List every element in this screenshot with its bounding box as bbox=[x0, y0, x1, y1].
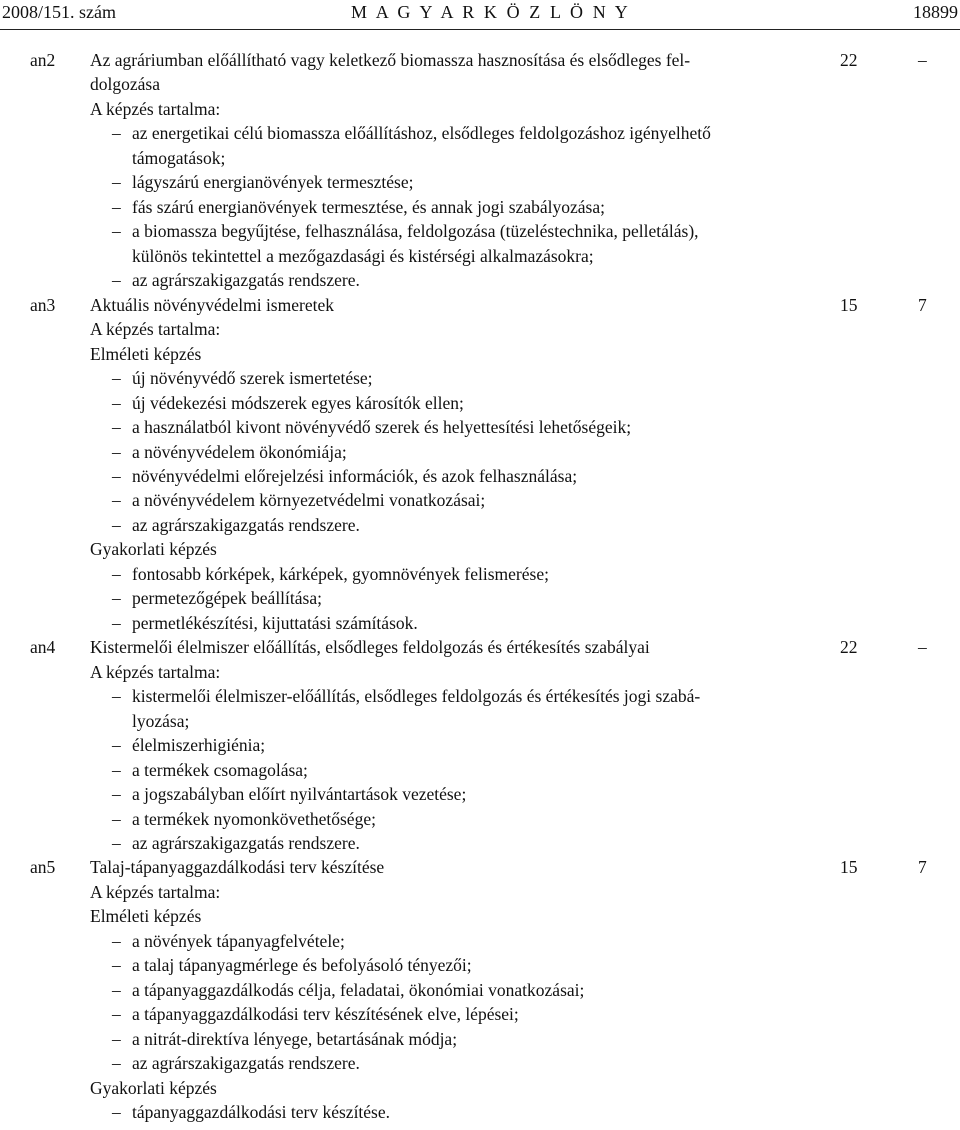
bullet-text: a növényvédelem környezetvédelmi vonatkozásai; bbox=[132, 490, 486, 511]
section-label: A képzés tartalma: bbox=[90, 319, 221, 340]
module-content-line bbox=[0, 342, 960, 366]
module-content-line bbox=[0, 513, 960, 537]
theory-hours: 22 bbox=[840, 637, 858, 658]
module-content-line bbox=[0, 1027, 960, 1051]
module-content-line bbox=[0, 219, 960, 243]
section-label: Elméleti képzés bbox=[90, 906, 202, 927]
module-content-line bbox=[0, 953, 960, 977]
module-an2 bbox=[0, 48, 960, 293]
bullet-text: élelmiszerhigiénia; bbox=[132, 735, 266, 756]
module-content-line bbox=[0, 268, 960, 292]
module-content-line bbox=[0, 415, 960, 439]
bullet-text: permetezőgépek beállítása; bbox=[132, 588, 322, 609]
module-content-line bbox=[0, 440, 960, 464]
module-content-line bbox=[0, 1002, 960, 1026]
module-an5 bbox=[0, 855, 960, 1124]
module-title: Kistermelői élelmiszer előállítás, elsődleges feldolgozás és értékesítés szabályai bbox=[90, 637, 650, 658]
module-code: an3 bbox=[30, 294, 56, 315]
bullet-text: az agrárszakigazgatás rendszere. bbox=[132, 514, 360, 535]
module-content-line bbox=[0, 709, 960, 733]
bullet-text: az agrárszakigazgatás rendszere. bbox=[132, 270, 360, 291]
bullet-text: a biomassza begyűjtése, felhasználása, feldolgozása (tüzeléstechnika, pelletálás), bbox=[132, 221, 699, 242]
module-an3 bbox=[0, 293, 960, 636]
bullet-text: a tápanyaggazdálkodási terv készítésének elve, lépései; bbox=[132, 1004, 519, 1025]
module-content-line bbox=[0, 244, 960, 268]
section-label: A képzés tartalma: bbox=[90, 98, 221, 119]
module-content-line bbox=[0, 929, 960, 953]
practice-hours: 7 bbox=[918, 294, 927, 315]
bullet-text: új védekezési módszerek egyes károsítók ellen; bbox=[132, 392, 464, 413]
module-content-line bbox=[0, 880, 960, 904]
module-list bbox=[0, 48, 960, 1125]
theory-hours: 22 bbox=[840, 50, 858, 70]
bullet-text: új növényvédő szerek ismertetése; bbox=[132, 368, 373, 389]
page-header bbox=[0, 0, 960, 24]
module-content-line bbox=[0, 978, 960, 1002]
module-title: Talaj-tápanyaggazdálkodási terv készítése bbox=[90, 857, 385, 878]
bullet-text: fontosabb kórképek, kárképek, gyomnövények felismerése; bbox=[132, 563, 549, 584]
practice-hours: 7 bbox=[918, 857, 927, 878]
module-content-line bbox=[0, 586, 960, 610]
module-content-line bbox=[0, 121, 960, 145]
header-rule bbox=[0, 29, 960, 30]
section-label: A képzés tartalma: bbox=[90, 661, 221, 682]
section-label: Gyakorlati képzés bbox=[90, 1077, 217, 1098]
bullet-continuation: különös tekintettel a mezőgazdasági és kistérségi alkalmazásokra; bbox=[132, 245, 594, 266]
module-content-line bbox=[0, 464, 960, 488]
module-code: an5 bbox=[30, 857, 56, 878]
publication-title: M A G Y A R K Ö Z L Ö N Y bbox=[351, 2, 631, 22]
practice-hours: – bbox=[918, 50, 927, 70]
section-label: A képzés tartalma: bbox=[90, 881, 221, 902]
module-content-line bbox=[0, 537, 960, 561]
bullet-text: a talaj tápanyagmérlege és befolyásoló tényezői; bbox=[132, 955, 472, 976]
bullet-text: az agrárszakigazgatás rendszere. bbox=[132, 1053, 360, 1074]
module-content-line bbox=[0, 317, 960, 341]
bullet-text: a növények tápanyagfelvétele; bbox=[132, 930, 345, 951]
module-code: an4 bbox=[30, 637, 56, 658]
module-content-line bbox=[0, 758, 960, 782]
bullet-continuation: lyozása; bbox=[132, 710, 190, 731]
module-content-line bbox=[0, 366, 960, 390]
issue-number: 2008/151. szám bbox=[2, 2, 116, 22]
section-label: Elméleti képzés bbox=[90, 343, 202, 364]
bullet-text: a növényvédelem ökonómiája; bbox=[132, 441, 347, 462]
module-content-line bbox=[0, 97, 960, 121]
module-content-line bbox=[0, 170, 960, 194]
module-title: Az agráriumban előállítható vagy keletkező biomassza hasznosítása és elsődleges fel- bbox=[90, 50, 691, 70]
module-title-line bbox=[0, 48, 960, 72]
bullet-text: a jogszabályban előírt nyilvántartások vezetése; bbox=[132, 784, 467, 805]
bullet-text: lágyszárú energianövények termesztése; bbox=[132, 172, 414, 193]
module-title-line bbox=[0, 293, 960, 317]
module-content-line bbox=[0, 195, 960, 219]
bullet-text: a termékek csomagolása; bbox=[132, 759, 308, 780]
module-content-line bbox=[0, 684, 960, 708]
bullet-text: a használatból kivont növényvédő szerek és helyettesítési lehetőségeik; bbox=[132, 417, 632, 438]
module-content-line bbox=[0, 1051, 960, 1075]
module-title-line bbox=[0, 635, 960, 659]
bullet-text: a termékek nyomonkövethetősége; bbox=[132, 808, 376, 829]
module-content-line bbox=[0, 807, 960, 831]
bullet-text: a tápanyaggazdálkodás célja, feladatai, ökonómiai vonatkozásai; bbox=[132, 979, 585, 1000]
theory-hours: 15 bbox=[840, 294, 858, 315]
module-content-line bbox=[0, 611, 960, 635]
bullet-text: a nitrát-direktíva lényege, betartásának módja; bbox=[132, 1028, 458, 1049]
module-content-line bbox=[0, 660, 960, 684]
module-title-line bbox=[0, 855, 960, 879]
module-content-line bbox=[0, 1076, 960, 1100]
module-content-line bbox=[0, 733, 960, 757]
bullet-text: fás szárú energianövények termesztése, és annak jogi szabályozása; bbox=[132, 196, 605, 217]
bullet-text: növényvédelmi előrejelzési információk, és azok felhasználása; bbox=[132, 465, 578, 486]
bullet-text: kistermelői élelmiszer-előállítás, elsődleges feldolgozás és értékesítés jogi szabá- bbox=[132, 686, 701, 707]
module-title: Aktuális növényvédelmi ismeretek bbox=[90, 294, 334, 315]
module-an4 bbox=[0, 635, 960, 855]
theory-hours: 15 bbox=[840, 857, 858, 878]
module-content-line bbox=[0, 904, 960, 928]
module-content-line bbox=[0, 831, 960, 855]
module-content-line bbox=[0, 562, 960, 586]
bullet-text: tápanyaggazdálkodási terv készítése. bbox=[132, 1102, 391, 1123]
section-label: Gyakorlati képzés bbox=[90, 539, 217, 560]
practice-hours: – bbox=[918, 637, 927, 658]
module-code: an2 bbox=[30, 50, 56, 70]
module-content-line bbox=[0, 488, 960, 512]
bullet-text: permetlékészítési, kijuttatási számítások. bbox=[132, 612, 418, 633]
bullet-text: az agrárszakigazgatás rendszere. bbox=[132, 833, 360, 853]
page-number: 18899 bbox=[913, 2, 958, 22]
module-content-line bbox=[0, 1100, 960, 1124]
module-content-line bbox=[0, 72, 960, 96]
bullet-text: az energetikai célú biomassza előállításhoz, elsődleges feldolgozáshoz igényelhető bbox=[132, 123, 711, 144]
module-content-line bbox=[0, 782, 960, 806]
bullet-continuation: támogatások; bbox=[132, 147, 226, 168]
module-content-line bbox=[0, 146, 960, 170]
section-label: dolgozása bbox=[90, 74, 160, 95]
module-content-line bbox=[0, 391, 960, 415]
